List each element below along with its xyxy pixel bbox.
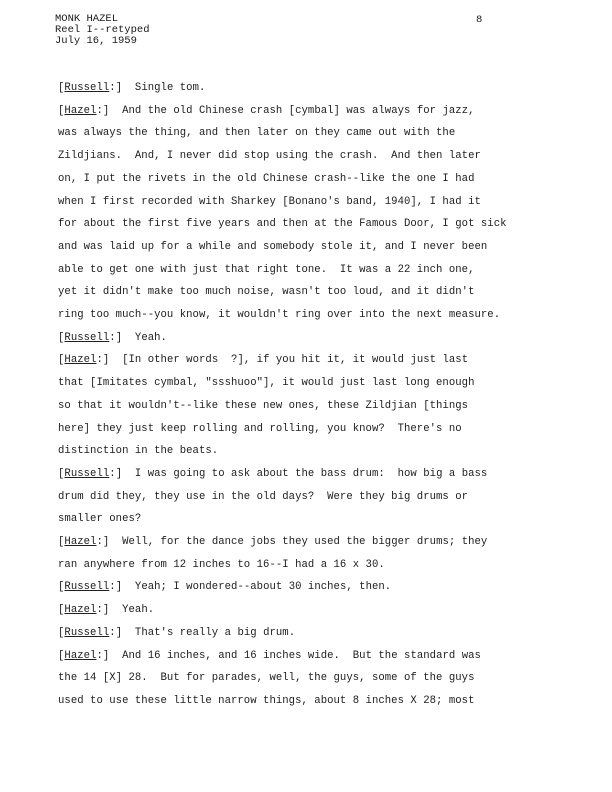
transcript-line: [Hazel:] And 16 inches, and 16 inches wide. But the standard was	[58, 649, 481, 662]
transcript-line	[58, 241, 487, 253]
transcript-line	[58, 672, 474, 684]
transcript-line	[58, 196, 481, 208]
line-text: so that it wouldn't--like these new ones, these Zildjian [things	[58, 399, 469, 412]
line-text: that [Imitates cymbal, "ssshuoo"], it would just last long enough	[58, 377, 475, 390]
line-text: was always the thing, and then later on they came out with the	[58, 127, 456, 140]
transcript-line: [Russell:] Yeah; I wondered--about 30 inches, then.	[58, 581, 392, 594]
transcript-line	[58, 377, 474, 389]
transcript-line: [Russell:] Yeah.	[58, 331, 167, 344]
line-text: the 14 [X] 28. But for parades, well, the guys, some of the guys	[58, 672, 475, 685]
transcript-line: [Russell:] Single tom.	[58, 82, 206, 94]
transcript-line	[58, 695, 474, 707]
page-number: 8	[476, 14, 483, 26]
line-text: And the old Chinese crash [cymbal] was always for jazz,	[109, 104, 475, 117]
line-text: and was laid up for a while and somebody stole it, and I never been	[58, 240, 488, 253]
transcript-line: [Russell:] That's really a big drum.	[58, 626, 296, 639]
speaker-label: Russell	[64, 82, 110, 94]
line-text: distinction in the beats.	[58, 445, 219, 458]
line-text: smaller ones?	[58, 513, 142, 526]
transcript-line: [Russell:] I was going to ask about the bass drum: how big a bass	[58, 467, 488, 480]
transcript-line	[58, 264, 474, 276]
line-text: when I first recorded with Sharkey [Bonano's band, 1940], I had it	[58, 195, 481, 208]
line-text: Yeah; I wondered--about 30 inches, then.	[122, 581, 392, 594]
line-text: And 16 inches, and 16 inches wide. But the standard was	[109, 649, 481, 662]
header-line: MONK HAZEL	[55, 13, 119, 25]
speaker-label: Russell	[64, 581, 110, 594]
document-header	[55, 14, 150, 47]
header-line: July 16, 1959	[55, 35, 137, 47]
speaker-label: Hazel	[64, 354, 97, 367]
line-text: Well, for the dance jobs they used the bigger drums; they	[109, 536, 488, 548]
line-text: for about the first five years and then at the Famous Door, I got sick	[58, 218, 507, 231]
line-text: able to get one with just that right tone. It was a 22 inch one,	[58, 263, 475, 276]
transcript-line	[58, 218, 507, 230]
speaker-label: Hazel	[64, 536, 97, 548]
speaker-label: Russell	[64, 331, 110, 344]
line-text: used to use these little narrow things, about 8 inches X 28; most	[58, 694, 475, 707]
speaker-label: Hazel	[64, 649, 97, 662]
speaker-label: Hazel	[64, 604, 97, 617]
line-text: on, I put the rivets in the old Chinese crash--like the one I had	[58, 172, 475, 185]
line-text: ring too much--you know, it wouldn't ring over into the next measure.	[58, 309, 501, 321]
line-text: [In other words ?], if you hit it, it would just last	[109, 354, 469, 367]
transcript-line	[58, 173, 474, 185]
transcript-line: [Hazel:] And the old Chinese crash [cymbal] was always for jazz,	[58, 104, 475, 117]
transcript-line	[58, 286, 474, 298]
transcript-line	[58, 559, 385, 571]
line-text: yet it didn't make too much noise, wasn't too loud, and it didn't	[58, 286, 475, 299]
speaker-label: Russell	[64, 626, 110, 639]
line-text: ran anywhere from 12 inches to 16--I had a 16 x 30.	[58, 558, 385, 571]
transcript-line	[58, 309, 500, 321]
transcript-line	[58, 400, 468, 412]
transcript-line	[58, 127, 455, 139]
transcript-line	[58, 513, 141, 525]
line-text: I was going to ask about the bass drum: how big a bass	[122, 467, 488, 480]
transcript-line: [Hazel:] Well, for the dance jobs they used the bigger drums; they	[58, 536, 488, 548]
header-line: Reel I--retyped	[55, 24, 150, 36]
transcript-line	[58, 423, 462, 435]
line-text: here] they just keep rolling and rolling, you know? There's no	[58, 422, 462, 435]
transcript-line	[58, 150, 481, 162]
transcript-line	[58, 491, 468, 503]
transcript-line	[58, 445, 218, 457]
line-text: Yeah.	[109, 604, 155, 617]
speaker-label: Hazel	[64, 104, 97, 117]
speaker-label: Russell	[64, 467, 110, 480]
line-text: That's really a big drum.	[122, 626, 296, 639]
line-text: Yeah.	[122, 331, 167, 344]
line-text: drum did they, they use in the old days? Were they big drums or	[58, 490, 469, 503]
transcript-line: [Hazel:] Yeah.	[58, 604, 155, 617]
line-text: Single tom.	[122, 82, 206, 94]
transcript-line: [Hazel:] [In other words ?], if you hit it, it would just last	[58, 354, 469, 367]
line-text: Zildjians. And, I never did stop using the crash. And then later	[58, 150, 481, 163]
